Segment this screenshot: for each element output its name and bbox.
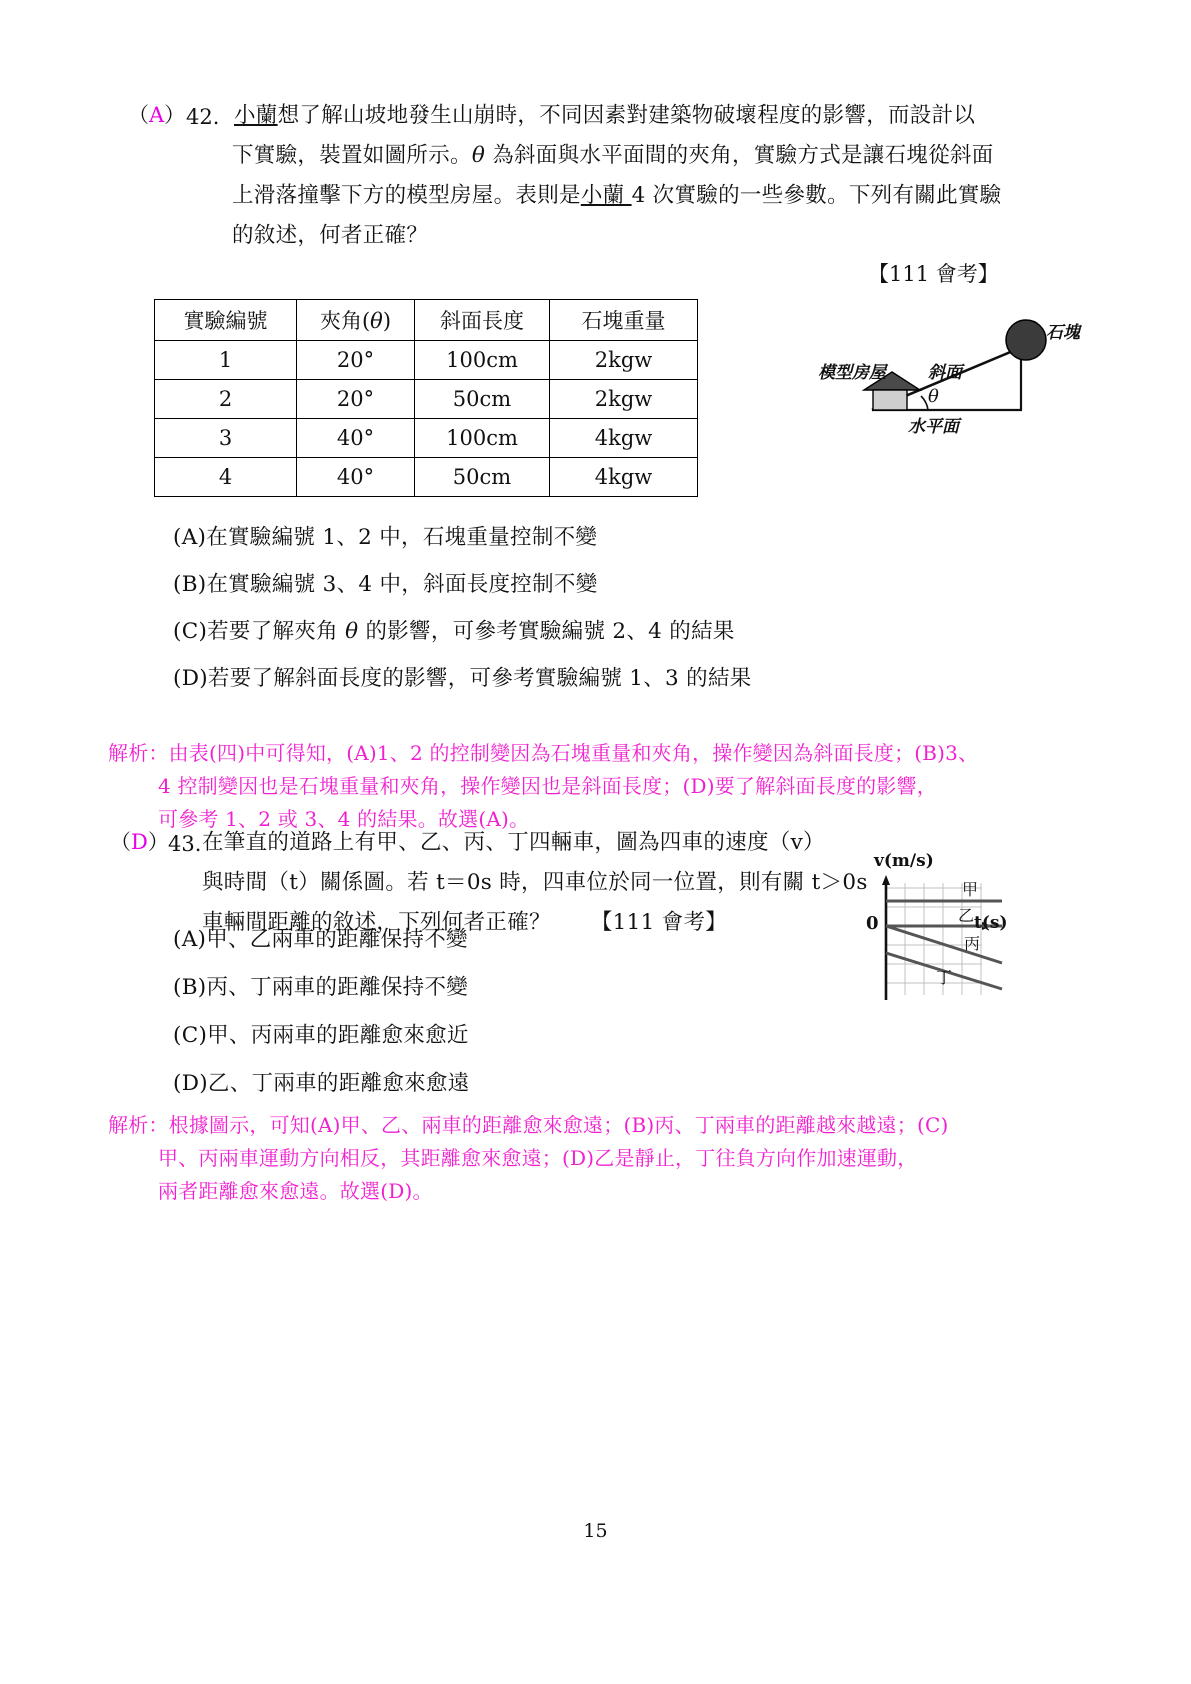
explanation-43-line-3: 兩者距離愈來愈遠。故選(D)。 xyxy=(158,1179,433,1203)
incline-experiment-diagram xyxy=(820,300,1180,440)
answer-marker-43 xyxy=(110,830,169,854)
explanation-42-line-2: 4 控制變因也是石塊重量和夾角，操作變因也是斜面長度；(D)要了解斜面長度的影響， xyxy=(158,774,937,798)
cell-weight: 4kgw xyxy=(550,458,698,497)
th-angle: 夾角(θ) xyxy=(297,300,415,341)
person-name-underline-2: 小蘭 xyxy=(580,183,632,208)
label-stone: 石塊 xyxy=(1046,323,1080,343)
question-43-stem-text-3: 車輛間距離的敘述，下列何者正確？ xyxy=(202,910,551,935)
table-header-row xyxy=(155,300,698,341)
option-42-D[interactable]: (D)若要了解斜面長度的影響，可參考實驗編號 1、3 的結果 xyxy=(173,666,752,691)
question-42-stem-line-4: 的敘述，何者正確？ xyxy=(232,223,429,248)
experiment-table xyxy=(154,299,698,497)
exam-tag-42: 【111 會考】 xyxy=(868,262,999,286)
question-42-stem-line-3: 上滑落撞擊下方的模型房屋。表則是小蘭 4 次實驗的一些參數。下列有關此實驗 xyxy=(232,183,1002,208)
question-42-explanation xyxy=(108,737,1038,836)
cell-weight: 4kgw xyxy=(550,419,698,458)
option-43-C[interactable]: (C)甲、丙兩車的距離愈來愈近 xyxy=(173,1023,469,1048)
cell-angle: 40° xyxy=(297,419,415,458)
table-row xyxy=(155,380,698,419)
origin-label: 0 xyxy=(866,913,879,934)
cell-no: 4 xyxy=(155,458,297,497)
cell-angle: 40° xyxy=(297,458,415,497)
question-43-stem-line-1: 在筆直的道路上有甲、乙、丙、丁四輛車，圖為四車的速度（v） xyxy=(202,830,825,855)
stone-circle-icon xyxy=(1006,320,1046,360)
table-body xyxy=(155,341,698,497)
option-42-C[interactable]: (C)若要了解夾角 θ 的影響，可參考實驗編號 2、4 的結果 xyxy=(173,619,735,644)
x-axis-label: t(s) xyxy=(974,913,1008,933)
answer-marker-42 xyxy=(128,105,184,126)
question-number-42: 42. xyxy=(186,105,220,129)
option-43-A[interactable]: (A)甲、乙兩車的距離保持不變 xyxy=(173,927,468,952)
explanation-43-text-1: 根據圖示，可知(A)甲、乙、兩車的距離愈來愈遠；(B)丙、丁兩車的距離越來越遠；(C) xyxy=(168,1113,949,1137)
cell-weight: 2kgw xyxy=(550,380,698,419)
question-42-options xyxy=(173,518,1053,699)
question-42-stem-line-2: 下實驗，裝置如圖所示。θ 為斜面與水平面間的夾角，實驗方式是讓石塊從斜面 xyxy=(232,143,994,168)
paren-open-43: （ xyxy=(110,830,131,854)
paren-close: ） xyxy=(164,103,186,127)
question-43-header xyxy=(110,832,870,863)
angle-arc xyxy=(921,396,928,410)
cell-angle: 20° xyxy=(297,341,415,380)
explanation-42-line-3: 可參考 1、2 或 3、4 的結果。故選(A)。 xyxy=(158,807,530,831)
option-43-B[interactable]: (B)丙、丁兩車的距離保持不變 xyxy=(173,975,469,1000)
explanation-label-42: 解析： xyxy=(108,741,169,765)
label-model-house: 模型房屋 xyxy=(818,363,886,383)
question-42-stem-line-1 xyxy=(234,96,1064,136)
paren-open: （ xyxy=(128,103,149,127)
th-length: 斜面長度 xyxy=(415,300,550,341)
cell-length: 50cm xyxy=(415,380,550,419)
theta-symbol: θ xyxy=(471,143,486,168)
cell-no: 2 xyxy=(155,380,297,419)
question-43-options xyxy=(173,920,873,1104)
cell-weight: 2kgw xyxy=(550,341,698,380)
explanation-43-line-1 xyxy=(108,1109,1038,1142)
option-42-B[interactable]: (B)在實驗編號 3、4 中，斜面長度控制不變 xyxy=(173,572,598,597)
label-theta: θ xyxy=(928,386,939,407)
th-exp-no: 實驗編號 xyxy=(155,300,297,341)
cell-no: 1 xyxy=(155,341,297,380)
theta-symbol-optC: θ xyxy=(345,619,359,644)
table-row xyxy=(155,458,698,497)
label-incline: 斜面 xyxy=(928,363,962,383)
exam-tag-43: 【111 會考】 xyxy=(590,910,728,935)
cell-length: 100cm xyxy=(415,419,550,458)
question-43-stem-line-2: 與時間（t）關係圖。若 t＝0s 時，四車位於同一位置，則有關 t＞0s xyxy=(202,870,868,895)
experiment-table-wrapper xyxy=(154,299,698,497)
question-43-explanation xyxy=(108,1109,1038,1208)
answer-letter-43: D xyxy=(131,830,148,854)
series-label-bing: 丙 xyxy=(964,934,981,953)
table-row xyxy=(155,341,698,380)
y-axis-label: v(m/s) xyxy=(874,851,934,871)
option-43-D[interactable]: (D)乙、丁兩車的距離愈來愈遠 xyxy=(173,1071,470,1096)
label-horizontal-plane: 水平面 xyxy=(908,417,959,437)
series-label-jia: 甲 xyxy=(962,880,979,899)
person-name-underline: 小蘭 xyxy=(234,103,278,128)
cell-length: 50cm xyxy=(415,458,550,497)
explanation-42-line-1 xyxy=(108,737,1038,770)
option-42-A[interactable]: (A)在實驗編號 1、2 中，石塊重量控制不變 xyxy=(173,525,598,550)
page-number: 15 xyxy=(583,1520,608,1542)
question-42-header xyxy=(128,105,1078,136)
paren-close-43: ） xyxy=(147,830,169,854)
cell-length: 100cm xyxy=(415,341,550,380)
velocity-time-graph xyxy=(852,851,1022,1005)
table-row xyxy=(155,419,698,458)
cell-angle: 20° xyxy=(297,380,415,419)
series-label-yi: 乙 xyxy=(958,906,975,925)
y-axis-arrow xyxy=(882,875,890,885)
explanation-42-text-1: 由表(四)中可得知，(A)1、2 的控制變因為石塊重量和夾角，操作變因為斜面長度；(B)3、 xyxy=(168,741,979,765)
stem-rest-1: 想了解山坡地發生山崩時，不同因素對建築物破壞程度的影響，而設計以 xyxy=(277,103,976,128)
explanation-label-43: 解析： xyxy=(108,1113,169,1137)
th-weight: 石塊重量 xyxy=(550,300,698,341)
question-number-43: 43. xyxy=(168,832,202,856)
cell-no: 3 xyxy=(155,419,297,458)
answer-letter: A xyxy=(149,103,165,127)
house-body-icon xyxy=(873,390,907,410)
series-label-ding: 丁 xyxy=(936,968,953,987)
question-42 xyxy=(128,105,1078,256)
explanation-43-line-2: 甲、丙兩車運動方向相反，其距離愈來愈遠；(D)乙是靜止，丁往負方向作加速運動， xyxy=(158,1146,918,1170)
